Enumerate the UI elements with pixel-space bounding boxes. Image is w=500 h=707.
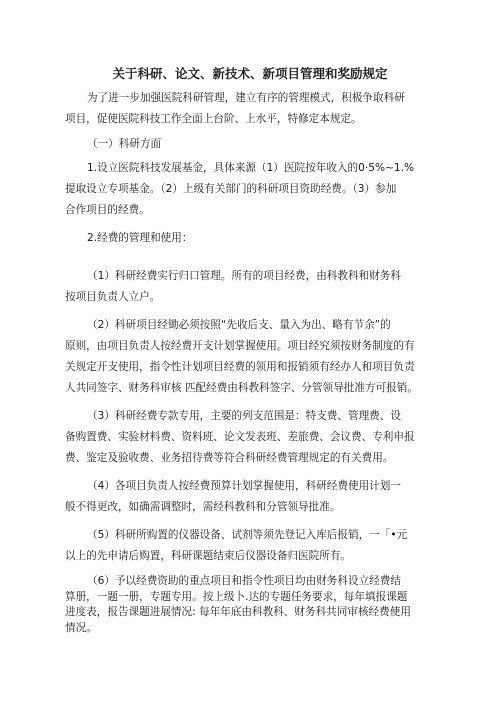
sub5-paragraph: [65, 525, 445, 567]
section1-heading: [65, 134, 445, 155]
text-line: （4）各项目负责人按经费预算计划掌握使用，科研经费使用计划一: [87, 480, 401, 492]
text-line: 算册，一题一册，专题专用。按上级卜.达的专题任务要求，每年填报课题: [65, 590, 408, 603]
text-line: 般不得更改，如确需调整时，需经科教科和分管领导批准。: [65, 501, 341, 513]
sub3-paragraph: [65, 406, 445, 469]
text-line: 情况。: [65, 621, 97, 634]
sub1-paragraph: [65, 266, 445, 308]
text-line: 1.设立医院科技发展基金，具体来源（1）医院按年收入的0·5%~1.%: [87, 162, 415, 174]
item1-paragraph: [65, 158, 445, 221]
text-line: 2.经费的管理和使用：: [87, 232, 193, 244]
sub2-paragraph: [65, 315, 445, 399]
text-line: 备购置费、实验材料费、资料班、论文发表班、差旅费、会议费、专利申报: [65, 431, 415, 443]
text-line: （6）予以经费资助的重点项目和指令性项目均由财务科设立经费结: [87, 575, 401, 587]
text-line: 以上的先申请后购置，科研课题结束后仪器设备归医院所有。: [65, 550, 352, 562]
text-line: （5）科研所购置的仪器设备、试剂等须先登记入库后报销，一「•元: [87, 529, 408, 541]
document-title: 关于科研、论文、新技术、新项目管理和奖励规定: [112, 66, 388, 81]
text-line: 提取设立专项基金。（2）上级有关部门的科研项目资助经费。（3）参加: [65, 183, 397, 195]
sub6-paragraph: [65, 574, 445, 636]
text-line: 合作项目的经费。: [65, 204, 150, 216]
intro-paragraph: [65, 88, 445, 130]
text-line: 为了进一步加强医院科研管理，建立有序的管理模式，积极争取科研: [87, 92, 405, 104]
text-line: 按项目负责人立户。: [65, 291, 161, 303]
text-line: 人共同签字、财务科审核 匹配经费由科教科签字、分管领导批准方可报销。: [65, 382, 418, 394]
item2-heading: [65, 228, 445, 249]
sub4-paragraph: [65, 476, 445, 518]
text-line: （2）科研项目经锄必须按照“先收后支、量入为出、略有节余”的: [87, 319, 391, 331]
text-line: （一）科研方面: [87, 138, 162, 150]
text-line: 关规定开支使用，指令性计划项目经费的领用和报销须有经办人和项目负责: [65, 361, 415, 373]
text-line: 进度表，报告课题进展情况: 每年年底由科教科、财务科共同审核经费使用: [65, 606, 411, 618]
text-line: 原则，由项目负责人按经费开支计划掌握使用。项目经究须按财务制度的有: [65, 340, 415, 352]
text-line: （3）科研经费专款专用，主要的列支范围是：特支费、管理费、设: [87, 410, 401, 422]
text-line: 项目，促使医院科技工作全面上台阶、上水平，特修定本规定。: [65, 113, 362, 125]
text-line: 费、鉴定及验收费、业务招待费等符合科研经费管理规定的有关费用。: [65, 452, 394, 464]
text-line: （1）科研经费实行归口管理。所有的项目经费，由科教科和财务科: [87, 270, 401, 282]
